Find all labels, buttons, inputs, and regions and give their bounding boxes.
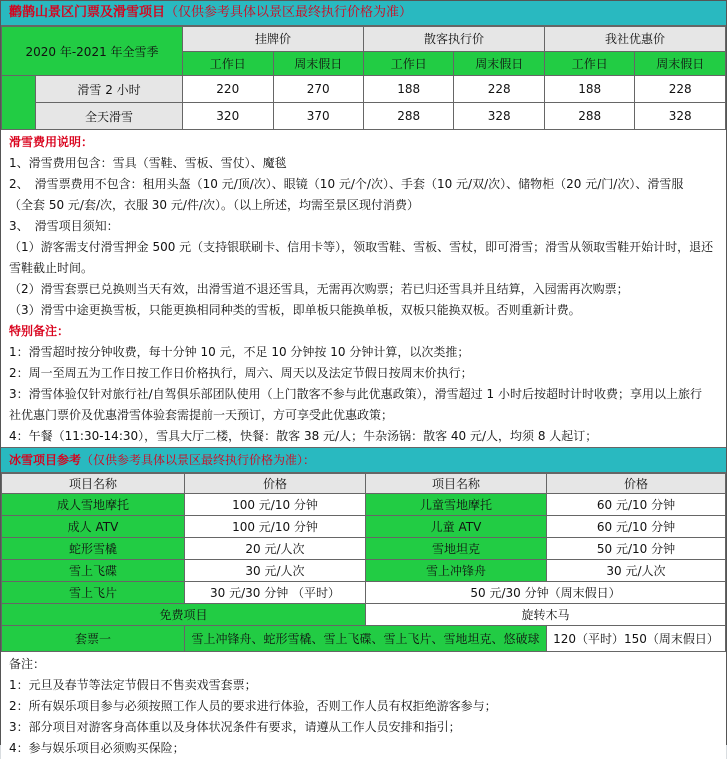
note-line: 4：午餐（11:30-14:30），雪具大厅二楼，快餐：散客 38 元/人；牛杂汤锅：散客 40 元/人，均须 8 人起订； <box>9 429 598 443</box>
row-marker <box>2 76 36 130</box>
remarks <box>1 652 726 759</box>
day-type-header: 工作日 <box>363 51 453 76</box>
price-cell: 220 <box>183 76 273 103</box>
activity-price: 30 元/人次 <box>547 560 726 582</box>
price-cell: 328 <box>635 103 726 130</box>
price-cell: 288 <box>544 103 634 130</box>
note-line: 社优惠门票价及优惠滑雪体验套需提前一天预订，方可享受此优惠政策； <box>9 408 394 422</box>
price-cell: 320 <box>183 103 273 130</box>
activity-name: 儿童 ATV <box>366 516 547 538</box>
table-row <box>2 516 726 538</box>
note-line: 3：滑雪体验仅针对旅行社/自驾俱乐部团队使用（上门散客不参与此优惠政策），滑雪超过 1 小时后按超时计时收费；享用以上旅行 <box>9 387 702 401</box>
table-row <box>2 626 726 652</box>
season-label: 2020 年-2021 年全雪季 <box>2 27 183 76</box>
item-name: 全天滑雪 <box>36 103 183 130</box>
price-cell: 188 <box>363 76 453 103</box>
note-line: 3、 滑雪项目须知： <box>9 219 119 233</box>
column-header: 项目名称 <box>366 474 547 494</box>
price-cell: 228 <box>635 76 726 103</box>
free-items-label: 免费项目 <box>2 604 366 626</box>
price-cell: 288 <box>363 103 453 130</box>
activity-name: 雪上飞片 <box>2 582 185 604</box>
activity-price: 50 元/30 分钟（周末假日） <box>366 582 726 604</box>
activity-name: 成人 ATV <box>2 516 185 538</box>
activity-price: 60 元/10 分钟 <box>547 516 726 538</box>
remark-line: 2：所有娱乐项目参与必须按照工作人员的要求进行体验，否则工作人员有权拒绝游客参与； <box>9 699 497 713</box>
remark-line: 4：参与娱乐项目必须购买保险； <box>9 741 185 755</box>
activity-price: 50 元/10 分钟 <box>547 538 726 560</box>
activity-name: 蛇形雪橇 <box>2 538 185 560</box>
price-cell: 370 <box>273 103 363 130</box>
table-row <box>2 582 726 604</box>
day-type-header: 工作日 <box>183 51 273 76</box>
section-snow-header <box>1 448 726 473</box>
table-row <box>2 103 726 130</box>
fee-notes-title: 滑雪费用说明： <box>9 135 94 149</box>
group-header: 散客执行价 <box>363 27 544 52</box>
column-header: 价格 <box>547 474 726 494</box>
package-price: 120（平时）150（周末假日） <box>547 626 726 652</box>
activity-price: 30 元/人次 <box>185 560 366 582</box>
package-name: 套票一 <box>2 626 185 652</box>
note-line: 2：周一至周五为工作日按工作日价格执行，周六、周天以及法定节假日按周末价执行； <box>9 366 473 380</box>
note-line: 2、 滑雪票费用不包含：租用头盔（10 元/顶/次）、眼镜（10 元/个/次）、手套（10 元/双/次）、储物柜（20 元/门/次）、滑雪服 <box>9 177 684 191</box>
note-line: 1：滑雪超时按分钟收费，每十分钟 10 元，不足 10 分钟按 10 分钟计算，以次类推； <box>9 345 470 359</box>
activity-price: 20 元/人次 <box>185 538 366 560</box>
note-line: （全套 50 元/套/次，衣服 30 元/件/次）。（以上所述，均需至景区现付消费） <box>9 198 419 212</box>
remark-line: 1：元旦及春节等法定节假日不售卖戏雪套票； <box>9 678 257 692</box>
activity-price: 100 元/10 分钟 <box>185 516 366 538</box>
snow-activity-table <box>1 473 726 652</box>
section-ticket-title: 鹳鹊山景区门票及滑雪项目 <box>9 5 166 20</box>
price-cell: 228 <box>454 76 544 103</box>
day-type-header: 周末假日 <box>454 51 544 76</box>
table-row <box>2 560 726 582</box>
note-line: （2）滑雪套票已兑换则当天有效，出滑雪道不退还雪具，无需再次购票；若已归还雪具并且结算，入园需再次购票； <box>9 282 629 296</box>
price-cell: 188 <box>544 76 634 103</box>
activity-name: 儿童雪地摩托 <box>366 494 547 516</box>
section-snow-subtitle: （仅供参考具体以景区最终执行价格为准）： <box>81 453 316 467</box>
activity-price: 100 元/10 分钟 <box>185 494 366 516</box>
item-name: 滑雪 2 小时 <box>36 76 183 103</box>
price-cell: 328 <box>454 103 544 130</box>
activity-name: 成人雪地摩托 <box>2 494 185 516</box>
section-snow-title: 冰雪项目参考 <box>9 453 82 467</box>
activity-name: 雪上冲锋舟 <box>366 560 547 582</box>
note-line: （1）游客需支付滑雪押金 500 元（支持银联刷卡、信用卡等），领取雪鞋、雪板、雪杖，即可滑雪；滑雪从领取雪鞋开始计时，退还 <box>9 240 714 254</box>
special-notes-title: 特别备注： <box>9 324 70 338</box>
activity-name: 雪地坦克 <box>366 538 547 560</box>
note-line: （3）滑雪中途更换雪板，只能更换相同种类的雪板，即单板只能换单板，双板只能换双板。否则重新计费。 <box>9 303 581 317</box>
column-header: 价格 <box>185 474 366 494</box>
table-row <box>2 494 726 516</box>
activity-price: 60 元/10 分钟 <box>547 494 726 516</box>
price-cell: 270 <box>273 76 363 103</box>
ski-price-table <box>1 26 726 130</box>
package-contents: 雪上冲锋舟、蛇形雪橇、雪上飞碟、雪上飞片、雪地坦克、悠破球 <box>185 626 547 652</box>
fee-notes <box>1 130 726 448</box>
remark-line: 3：部分项目对游客身高体重以及身体状况条件有要求，请遵从工作人员安排和指引； <box>9 720 461 734</box>
table-row <box>2 76 726 103</box>
day-type-header: 工作日 <box>544 51 634 76</box>
activity-name: 雪上飞碟 <box>2 560 185 582</box>
remarks-title: 备注： <box>9 657 46 671</box>
section-ticket-header <box>1 1 726 26</box>
table-row <box>2 538 726 560</box>
day-type-header: 周末假日 <box>273 51 363 76</box>
note-line: 1、滑雪费用包含：雪具（雪鞋、雪板、雪仗）、魔毯 <box>9 156 287 170</box>
activity-price: 30 元/30 分钟 （平时） <box>185 582 366 604</box>
table-row <box>2 604 726 626</box>
column-header: 项目名称 <box>2 474 185 494</box>
note-line: 雪鞋截止时间。 <box>9 261 94 275</box>
group-header: 我社优惠价 <box>544 27 725 52</box>
section-ticket-subtitle: （仅供参考具体以景区最终执行价格为准） <box>165 5 413 20</box>
free-item: 旋转木马 <box>366 604 726 626</box>
group-header: 挂牌价 <box>183 27 364 52</box>
day-type-header: 周末假日 <box>635 51 726 76</box>
